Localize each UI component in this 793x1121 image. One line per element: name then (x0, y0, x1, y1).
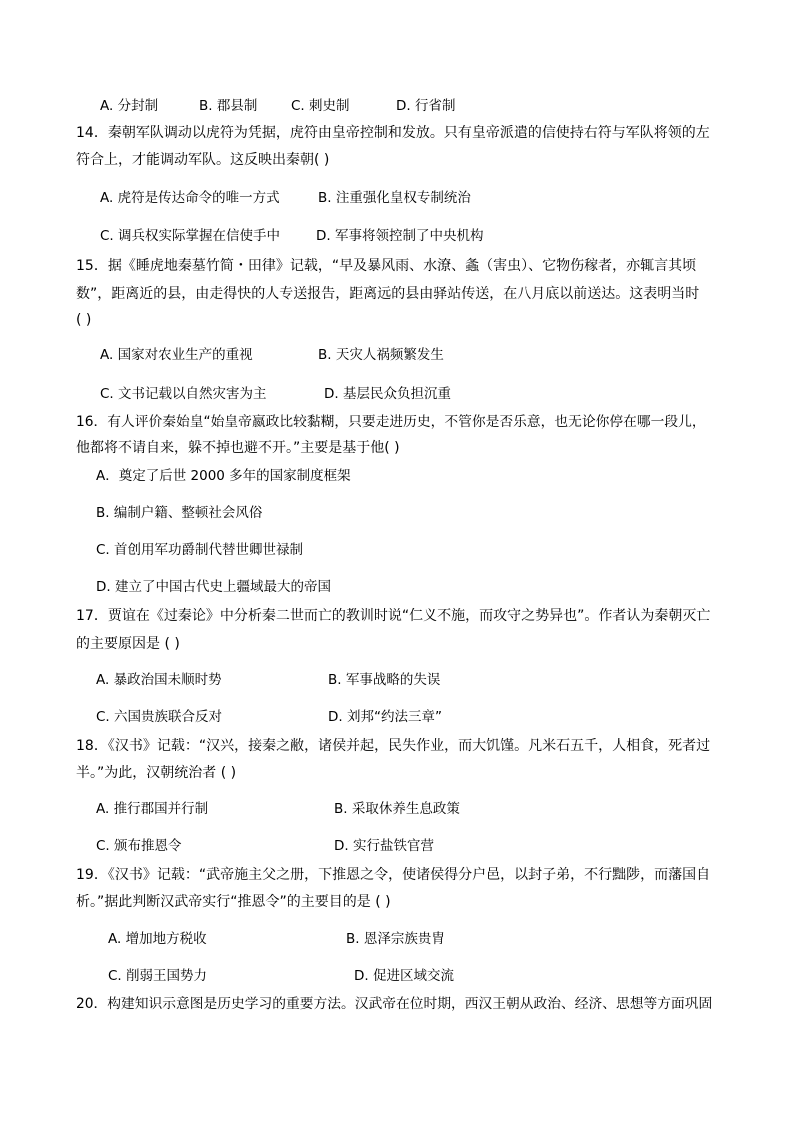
q16-option-b: B. 编制户籍、整顿社会风俗 (96, 505, 263, 521)
q15-option-d: D. 基层民众负担沉重 (324, 386, 451, 402)
q19-stem-line-1: 19．《汉书》记载：“武帝施主父之册，下推恩之令，使诸侯得分户邑，以封子弟，不行黜陟，而藩国自 (76, 867, 711, 883)
q13-option-d: D. 行省制 (396, 98, 456, 114)
q18-stem-line-2: 半。”为此，汉朝统治者 ( ) (76, 765, 237, 781)
q17-stem-line-2: 的主要原因是 ( ) (76, 636, 180, 652)
q16-stem-line-2: 他都将不请自来，躲不掉也避不开。”主要是基于他( ) (76, 440, 400, 456)
q15-option-a: A. 国家对农业生产的重视 (100, 347, 253, 363)
q13-option-a: A. 分封制 (100, 98, 159, 114)
q14-stem-line-1: 14．秦朝军队调动以虎符为凭据，虎符由皇帝控制和发放。只有皇帝派遣的信使持右符与军队将领的左 (76, 125, 710, 141)
q17-option-c: C. 六国贵族联合反对 (96, 709, 223, 725)
q14-stem-line-2: 符合上，才能调动军队。这反映出秦朝( ) (76, 152, 330, 168)
q15-option-b: B. 天灾人祸频繁发生 (318, 347, 444, 363)
q14-option-c: C. 调兵权实际掌握在信使手中 (100, 228, 281, 244)
q17-option-a: A. 暴政治国未顺时势 (96, 672, 222, 688)
q16-option-d: D. 建立了中国古代史上疆域最大的帝国 (96, 579, 331, 595)
q17-stem-line-1: 17．贾谊在《过秦论》中分析秦二世而亡的教训时说“仁义不施，而攻守之势异也”。作者认为秦朝灭亡 (76, 608, 711, 624)
q14-option-a: A. 虎符是传达命令的唯一方式 (100, 190, 280, 206)
q15-option-c: C. 文书记载以自然灾害为主 (100, 386, 267, 402)
q18-stem-line-1: 18．《汉书》记载：“汉兴，接秦之敝，诸侯并起，民失作业，而大饥馑。凡米石五千，人相食，死者过 (76, 738, 711, 754)
q16-option-a: A．奠定了后世 2000 多年的国家制度框架 (96, 468, 351, 484)
q15-stem-line-1: 15．据《睡虎地秦墓竹简・田律》记载，“早及暴风雨、水潦、螽（害虫）、它物伤稼者，亦辄言其顷 (76, 258, 697, 274)
q18-option-b: B. 采取休养生息政策 (334, 801, 460, 817)
q13-option-c: C. 刺史制 (291, 98, 350, 114)
q19-option-c: C. 削弱王国势力 (108, 968, 208, 984)
q19-option-b: B. 恩泽宗族贵胄 (346, 931, 445, 947)
q13-option-b: B. 郡县制 (199, 98, 258, 114)
q18-option-d: D. 实行盐铁官营 (334, 838, 434, 854)
q14-option-d: D. 军事将领控制了中央机构 (316, 228, 484, 244)
q20-stem-line-1: 20．构建知识示意图是历史学习的重要方法。汉武帝在位时期，西汉王朝从政治、经济、思想等方面巩固 (76, 996, 713, 1012)
q18-option-c: C. 颁布推恩令 (96, 838, 182, 854)
q19-option-a: A. 增加地方税收 (108, 931, 207, 947)
q18-option-a: A. 推行郡国并行制 (96, 801, 209, 817)
q17-option-b: B. 军事战略的失误 (328, 672, 441, 688)
q16-option-c: C. 首创用军功爵制代替世卿世禄制 (96, 542, 304, 558)
q19-option-d: D. 促进区域交流 (354, 968, 454, 984)
q17-option-d: D. 刘邦“约法三章” (328, 709, 442, 725)
q15-stem-line-2: 数”，距离近的县，由走得快的人专送报告，距离远的县由驿站传送，在八月底以前送达。这表明当时 (76, 286, 700, 302)
q16-stem-line-1: 16．有人评价秦始皇“始皇帝嬴政比较黏糊，只要走进历史，不管你是否乐意，也无论你停在哪一段儿， (76, 414, 706, 430)
q15-stem-line-3: ( ) (76, 312, 92, 328)
q19-stem-line-2: 析。”据此判断汉武帝实行“推恩令”的主要目的是 ( ) (76, 894, 391, 910)
q14-option-b: B. 注重强化皇权专制统治 (318, 190, 471, 206)
